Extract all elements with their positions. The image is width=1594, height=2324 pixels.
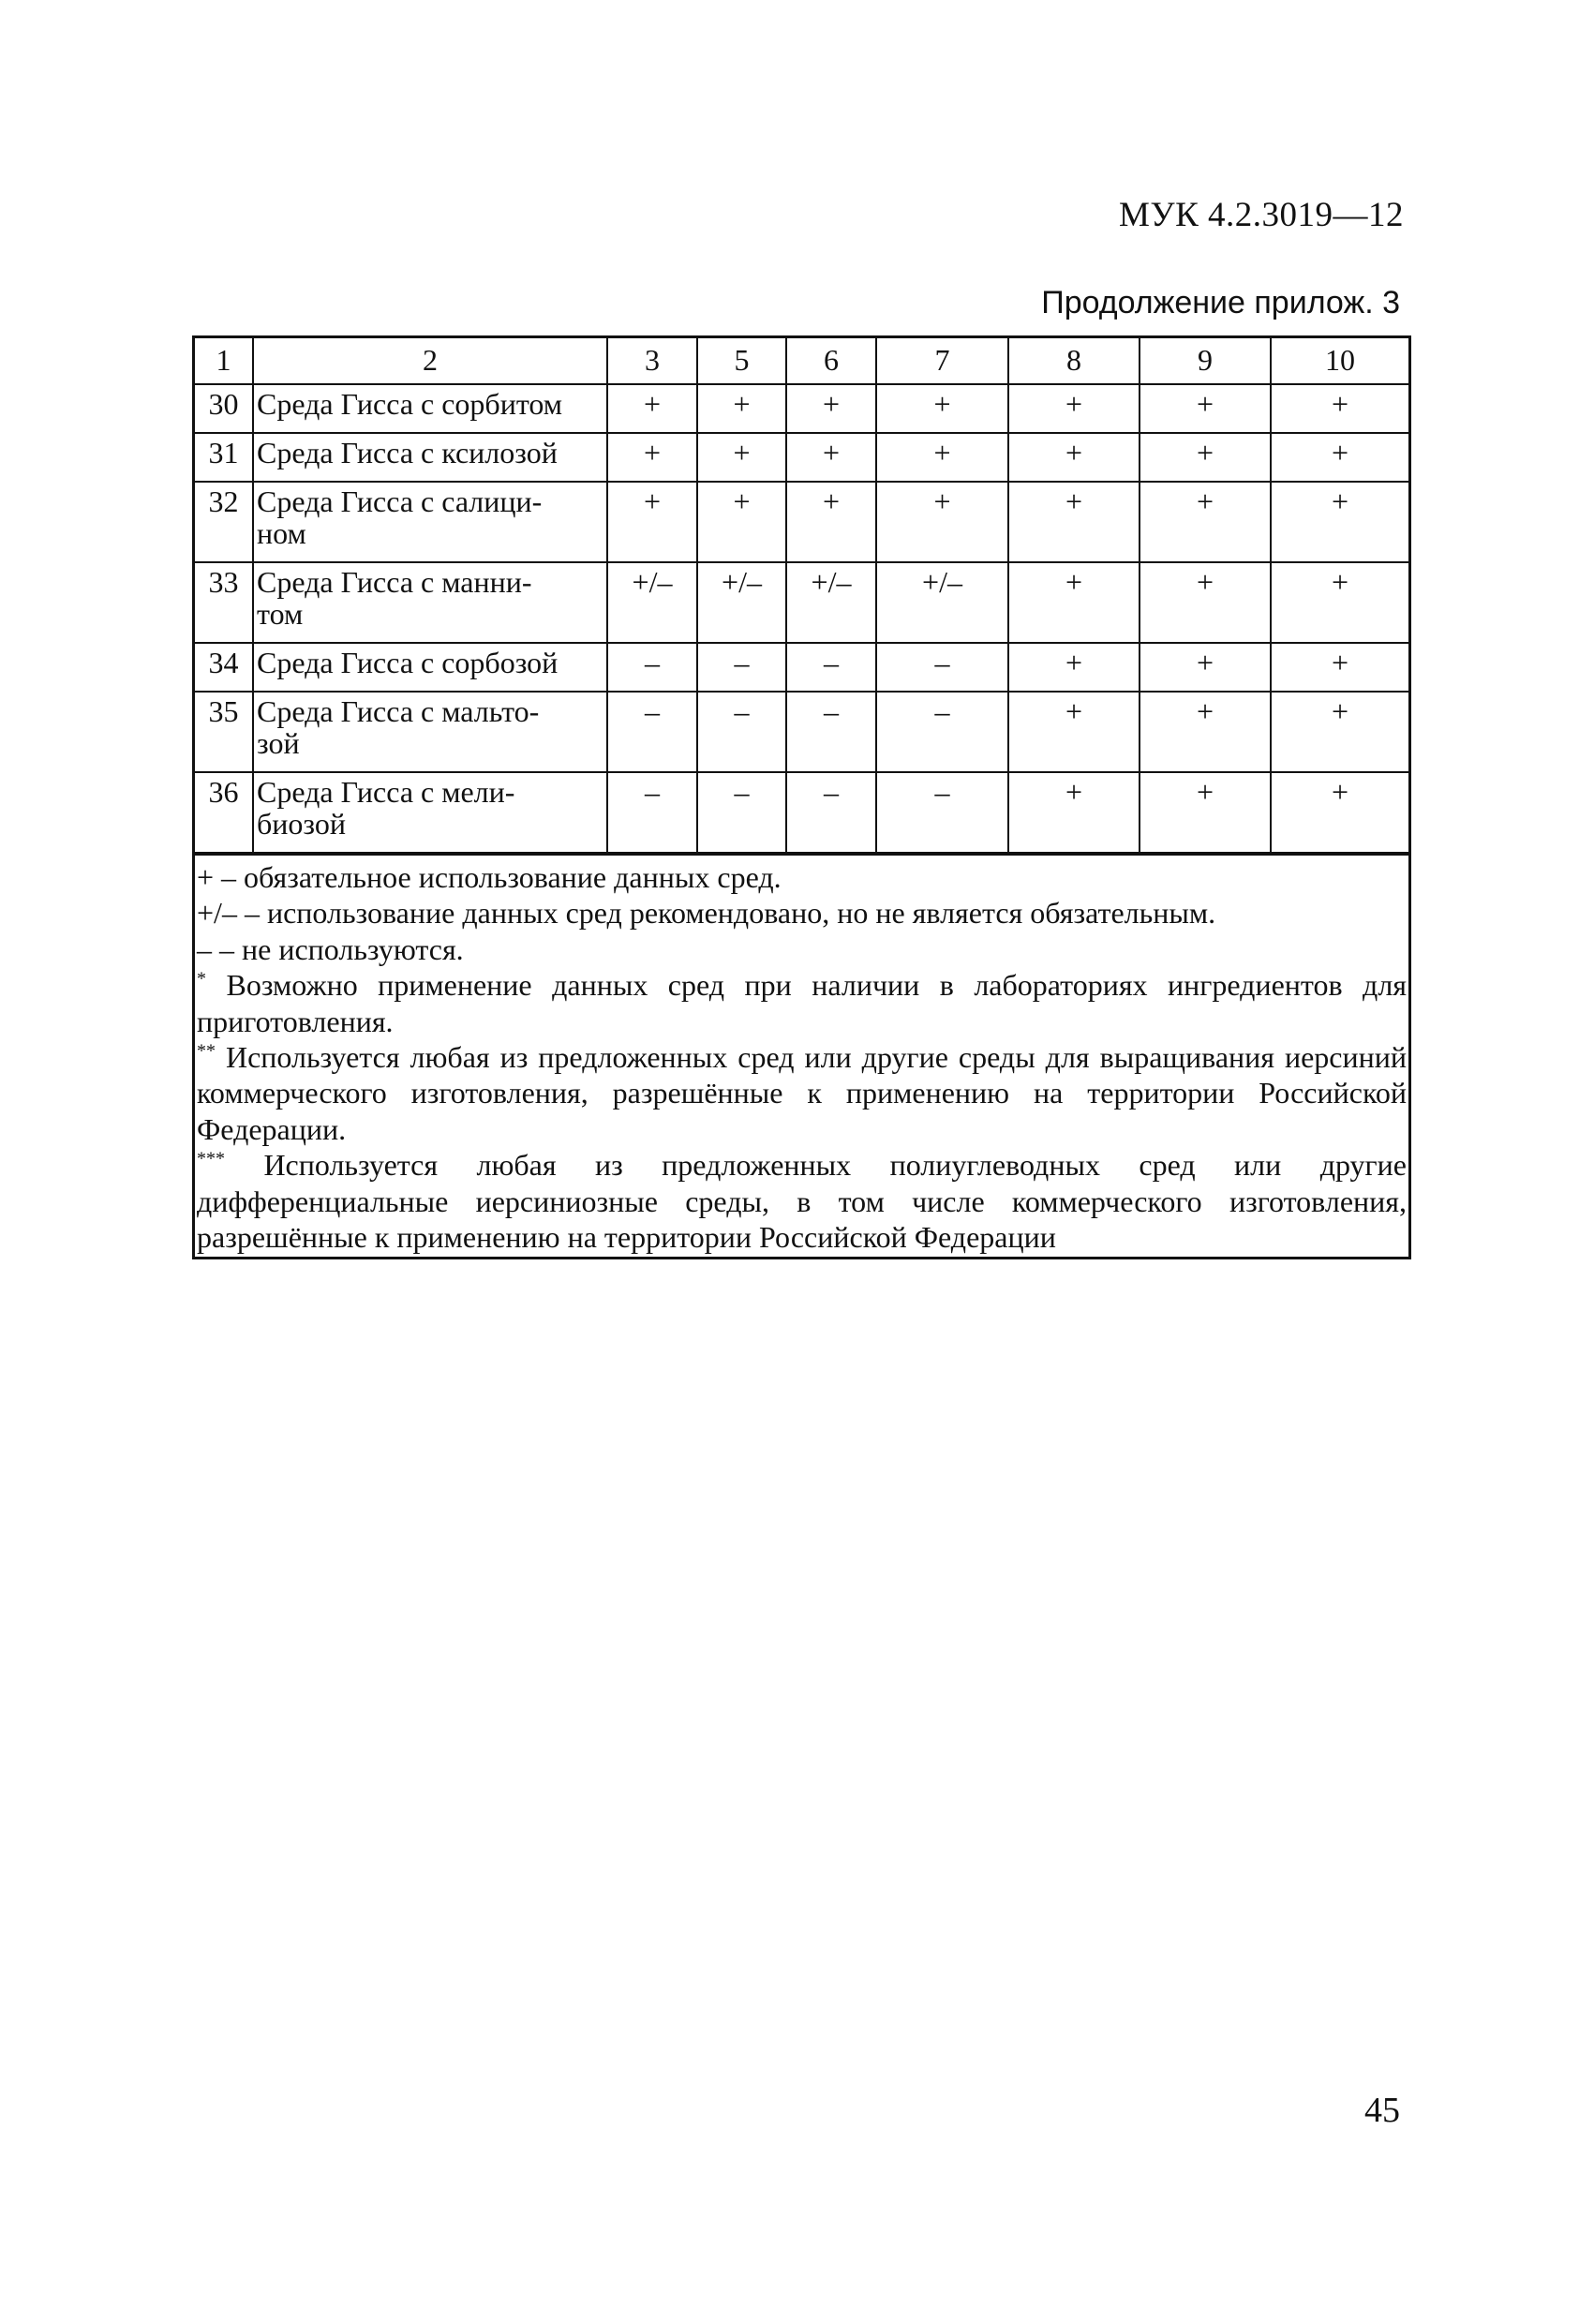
- row-number: 30: [195, 384, 253, 433]
- row-number: 31: [195, 433, 253, 482]
- column-header: 10: [1271, 338, 1408, 384]
- row-number: 34: [195, 643, 253, 692]
- medium-name: Среда Гисса с сорбитом: [253, 384, 607, 433]
- column-header: 2: [253, 338, 607, 384]
- table-cell: +: [1140, 433, 1271, 482]
- table-cell: +: [786, 482, 876, 562]
- medium-name: Среда Гисса с ксилозой: [253, 433, 607, 482]
- table-cell: +: [1271, 384, 1408, 433]
- table-cell: +: [876, 384, 1008, 433]
- column-header: 5: [697, 338, 786, 384]
- footnote-3-text: Используется любая из предложенных полиуглеводных сред или другие дифференциальные иерсиниозные среды, в том числе коммерческого изготовления, разрешённые к применению на территории Российской Федерации: [197, 1148, 1408, 1254]
- table-cell: +: [876, 482, 1008, 562]
- table-cell: +: [1271, 433, 1408, 482]
- legend-plus: + – обязательное использование данных сред.: [197, 860, 782, 894]
- column-header: 3: [607, 338, 697, 384]
- continuation-label: Продолжение прилож. 3: [1041, 285, 1400, 320]
- row-number: 33: [195, 562, 253, 643]
- table-cell: +: [1140, 482, 1271, 562]
- table-cell: +: [607, 433, 697, 482]
- table-cell: –: [786, 643, 876, 692]
- media-table: [195, 338, 1408, 854]
- column-header: 6: [786, 338, 876, 384]
- table-row: [195, 692, 1408, 772]
- table-cell: –: [876, 643, 1008, 692]
- table-cell: +: [697, 482, 786, 562]
- footnote-2: [197, 1039, 1407, 1147]
- table-cell: +: [1271, 643, 1408, 692]
- table-cell: +: [607, 482, 697, 562]
- table-cell: +: [1008, 482, 1140, 562]
- table-row: [195, 433, 1408, 482]
- table-header-row: [195, 338, 1408, 384]
- table-row: [195, 562, 1408, 643]
- table-cell: +/–: [786, 562, 876, 643]
- medium-name: Среда Гисса с салици- ном: [253, 482, 607, 562]
- table-cell: +: [1008, 562, 1140, 643]
- table-cell: +: [1271, 562, 1408, 643]
- table-cell: –: [607, 643, 697, 692]
- table-row: [195, 482, 1408, 562]
- media-table-container: [192, 335, 1411, 1259]
- column-header: 1: [195, 338, 253, 384]
- table-cell: –: [786, 692, 876, 772]
- table-cell: –: [607, 692, 697, 772]
- medium-name: Среда Гисса с мальто- зой: [253, 692, 607, 772]
- footnote-3-mark: ***: [197, 1148, 225, 1169]
- table-row: [195, 772, 1408, 853]
- table-cell: +: [786, 433, 876, 482]
- table-cell: +: [1008, 692, 1140, 772]
- table-cell: +: [786, 384, 876, 433]
- table-cell: +: [1008, 384, 1140, 433]
- column-header: 8: [1008, 338, 1140, 384]
- table-cell: +: [1008, 433, 1140, 482]
- table-cell: +: [876, 433, 1008, 482]
- table-cell: +: [1140, 643, 1271, 692]
- footnote-3: [197, 1147, 1407, 1255]
- table-row: [195, 643, 1408, 692]
- table-cell: +: [1140, 772, 1271, 853]
- footnote-1-text: Возможно применение данных сред при наличии в лабораториях ингредиентов для приготовления.: [197, 968, 1408, 1038]
- table-cell: +: [1140, 384, 1271, 433]
- medium-name: Среда Гисса с мели- биозой: [253, 772, 607, 853]
- table-cell: +: [697, 384, 786, 433]
- footnote-2-text: Используется любая из предложенных сред или другие среды для выращивания иерсиний коммерческого изготовления, разрешённые к применению на территории Российской Федерации.: [197, 1039, 1408, 1146]
- table-cell: +/–: [697, 562, 786, 643]
- table-cell: +: [1271, 482, 1408, 562]
- document-code: МУК 4.2.3019—12: [1118, 196, 1404, 234]
- legend-plus-minus: +/– – использование данных сред рекомендовано, но не является обязательным.: [197, 896, 1216, 931]
- row-number: 36: [195, 772, 253, 853]
- footnote-1-mark: *: [197, 968, 206, 990]
- medium-name: Среда Гисса с манни- том: [253, 562, 607, 643]
- table-cell: –: [786, 772, 876, 853]
- legend-minus: – – не используются.: [197, 931, 464, 966]
- table-cell: –: [876, 692, 1008, 772]
- column-header: 9: [1140, 338, 1271, 384]
- table-cell: +: [1008, 772, 1140, 853]
- table-cell: –: [607, 772, 697, 853]
- table-cell: +/–: [876, 562, 1008, 643]
- table-cell: +: [1140, 692, 1271, 772]
- footnote-1: [197, 967, 1407, 1039]
- row-number: 32: [195, 482, 253, 562]
- row-number: 35: [195, 692, 253, 772]
- table-body: [195, 338, 1408, 853]
- column-header: 7: [876, 338, 1008, 384]
- page-number: 45: [1364, 2091, 1400, 2130]
- table-cell: –: [697, 772, 786, 853]
- table-row: [195, 384, 1408, 433]
- table-cell: +: [607, 384, 697, 433]
- medium-name: Среда Гисса с сорбозой: [253, 643, 607, 692]
- table-notes: [195, 854, 1408, 1257]
- table-cell: +: [697, 433, 786, 482]
- table-cell: +: [1008, 643, 1140, 692]
- table-cell: +: [1271, 772, 1408, 853]
- table-cell: +/–: [607, 562, 697, 643]
- table-cell: +: [1271, 692, 1408, 772]
- table-cell: +: [1140, 562, 1271, 643]
- footnote-2-mark: **: [197, 1040, 216, 1062]
- table-cell: –: [697, 643, 786, 692]
- table-cell: –: [697, 692, 786, 772]
- table-cell: –: [876, 772, 1008, 853]
